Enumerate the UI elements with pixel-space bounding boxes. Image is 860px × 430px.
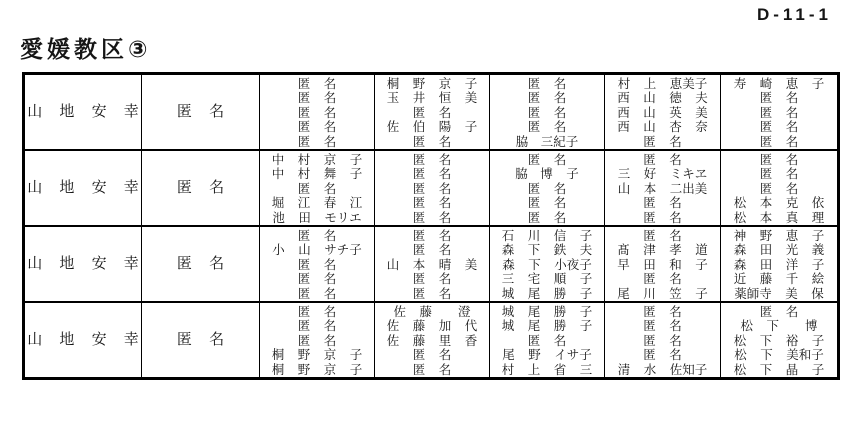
anonymous-name: 匿 名 xyxy=(176,102,225,120)
member-name: 中 村 京 子 xyxy=(271,153,363,167)
member-name: 森 田 洋 子 xyxy=(733,257,825,272)
member-name: 清 水 佐知子 xyxy=(617,362,708,377)
cell-member-list xyxy=(259,303,374,377)
member-name: 松 本 真 理 xyxy=(733,210,825,225)
member-name: 近 藤 千 絵 xyxy=(733,272,825,287)
cell-member-list xyxy=(374,227,489,301)
anonymous-name: 匿 名 xyxy=(643,210,682,225)
member-name: 三 好 ミキヱ xyxy=(617,167,708,182)
anonymous-name: 匿 名 xyxy=(759,120,799,135)
anonymous-name: 匿 名 xyxy=(297,229,337,243)
member-name: 石 川 信 子 xyxy=(501,229,593,243)
anonymous-name: 匿 名 xyxy=(412,243,452,258)
anonymous-name: 匿 名 xyxy=(643,333,682,348)
member-name: 山 地 安 幸 xyxy=(27,102,139,120)
member-name: 髙 津 孝 道 xyxy=(617,243,708,258)
roster-table xyxy=(22,72,840,380)
cell-member-list xyxy=(604,227,720,301)
member-name: 堀 江 春 江 xyxy=(271,196,363,211)
member-name: 西 山 杏 奈 xyxy=(617,120,708,135)
anonymous-name: 匿 名 xyxy=(759,91,799,106)
cell-member-list xyxy=(489,75,604,149)
anonymous-name: 匿 名 xyxy=(412,134,452,149)
table-row xyxy=(25,225,837,301)
cell-member-list xyxy=(259,75,374,149)
anonymous-name: 匿 名 xyxy=(297,272,337,287)
table-row xyxy=(25,301,837,377)
anonymous-name: 匿 名 xyxy=(643,196,682,211)
cell-anonymous xyxy=(141,303,259,377)
anonymous-name: 匿 名 xyxy=(759,153,799,167)
anonymous-name: 匿 名 xyxy=(412,210,452,225)
cell-member-list xyxy=(374,75,489,149)
cell-member-list xyxy=(374,303,489,377)
anonymous-name: 匿 名 xyxy=(759,167,799,182)
member-name: 城 尾 勝 子 xyxy=(501,286,593,301)
member-name: 城 尾 勝 子 xyxy=(501,305,593,319)
member-name: 山 本 晴 美 xyxy=(386,257,478,272)
member-name: 小 山 サチ子 xyxy=(272,243,362,258)
anonymous-name: 匿 名 xyxy=(176,178,225,196)
anonymous-name: 匿 名 xyxy=(412,196,452,211)
member-name: 松 下 晶 子 xyxy=(733,362,825,377)
member-name: 森 下 小夜子 xyxy=(502,257,592,272)
cell-member-list xyxy=(604,303,720,377)
page-title: 愛媛教区③ xyxy=(20,36,152,62)
cell-member-list xyxy=(720,303,837,377)
member-name: 山 地 安 幸 xyxy=(27,330,139,348)
member-name: 西 山 英 美 xyxy=(617,105,708,120)
member-name: 三 宅 順 子 xyxy=(501,272,593,287)
anonymous-name: 匿 名 xyxy=(176,254,225,272)
member-name: 村 上 省 三 xyxy=(501,362,593,377)
anonymous-name: 匿 名 xyxy=(643,319,682,334)
anonymous-name: 匿 名 xyxy=(297,333,337,348)
cell-member-list xyxy=(374,151,489,225)
cell-member-list xyxy=(259,151,374,225)
anonymous-name: 匿 名 xyxy=(412,286,452,301)
anonymous-name: 匿 名 xyxy=(527,105,567,120)
anonymous-name: 匿 名 xyxy=(527,120,567,135)
anonymous-name: 匿 名 xyxy=(527,196,567,211)
member-name: 玉 井 恒 美 xyxy=(386,91,478,106)
member-name: 早 田 和 子 xyxy=(617,257,708,272)
member-name: 桐 野 京 子 xyxy=(386,77,478,91)
member-name: 佐 藤 澄 xyxy=(393,305,471,319)
anonymous-name: 匿 名 xyxy=(412,181,452,196)
cell-member-list xyxy=(720,75,837,149)
cell-anonymous xyxy=(141,151,259,225)
anonymous-name: 匿 名 xyxy=(412,362,452,377)
cell-member-list xyxy=(604,75,720,149)
cell-leader-name xyxy=(25,151,141,225)
cell-leader-name xyxy=(25,75,141,149)
anonymous-name: 匿 名 xyxy=(643,153,682,167)
anonymous-name: 匿 名 xyxy=(297,77,337,91)
member-name: 桐 野 京 子 xyxy=(271,362,363,377)
anonymous-name: 匿 名 xyxy=(643,305,682,319)
member-name: 城 尾 勝 子 xyxy=(501,319,593,334)
anonymous-name: 匿 名 xyxy=(297,91,337,106)
anonymous-name: 匿 名 xyxy=(412,229,452,243)
anonymous-name: 匿 名 xyxy=(297,257,337,272)
member-name: 桐 野 京 子 xyxy=(271,348,363,363)
member-name: 脇 博 子 xyxy=(515,167,579,182)
anonymous-name: 匿 名 xyxy=(759,105,799,120)
anonymous-name: 匿 名 xyxy=(643,134,682,149)
anonymous-name: 匿 名 xyxy=(527,210,567,225)
member-name: 松 本 克 依 xyxy=(733,196,825,211)
cell-leader-name xyxy=(25,303,141,377)
anonymous-name: 匿 名 xyxy=(527,77,567,91)
member-name: 脇 三紀子 xyxy=(515,134,579,149)
cell-leader-name xyxy=(25,227,141,301)
member-name: 尾 川 笠 子 xyxy=(617,286,708,301)
anonymous-name: 匿 名 xyxy=(759,305,799,319)
anonymous-name: 匿 名 xyxy=(412,153,452,167)
anonymous-name: 匿 名 xyxy=(759,181,799,196)
anonymous-name: 匿 名 xyxy=(297,319,337,334)
member-name: 寿 崎 恵 子 xyxy=(733,77,825,91)
member-name: 松 下 博 xyxy=(740,319,818,334)
anonymous-name: 匿 名 xyxy=(297,120,337,135)
anonymous-name: 匿 名 xyxy=(297,305,337,319)
member-name: 村 上 恵美子 xyxy=(617,77,708,91)
anonymous-name: 匿 名 xyxy=(297,105,337,120)
member-name: 山 本 二出美 xyxy=(617,181,708,196)
cell-anonymous xyxy=(141,75,259,149)
member-name: 薬師寺 美 保 xyxy=(734,286,824,301)
member-name: 尾 野 イサ子 xyxy=(502,348,592,363)
anonymous-name: 匿 名 xyxy=(527,181,567,196)
anonymous-name: 匿 名 xyxy=(412,105,452,120)
doc-code-label: D-11-1 xyxy=(756,5,832,24)
anonymous-name: 匿 名 xyxy=(297,286,337,301)
member-name: 山 地 安 幸 xyxy=(27,254,139,272)
cell-member-list xyxy=(489,303,604,377)
cell-member-list xyxy=(604,151,720,225)
anonymous-name: 匿 名 xyxy=(527,91,567,106)
cell-member-list xyxy=(259,227,374,301)
anonymous-name: 匿 名 xyxy=(759,134,799,149)
anonymous-name: 匿 名 xyxy=(643,272,682,287)
cell-member-list xyxy=(489,151,604,225)
member-name: 松 下 美和子 xyxy=(734,348,824,363)
anonymous-name: 匿 名 xyxy=(297,134,337,149)
member-name: 森 下 鉄 夫 xyxy=(501,243,593,258)
member-name: 西 山 徳 夫 xyxy=(617,91,708,106)
anonymous-name: 匿 名 xyxy=(643,229,682,243)
anonymous-name: 匿 名 xyxy=(643,348,682,363)
member-name: 中 村 舞 子 xyxy=(271,167,363,182)
cell-member-list xyxy=(720,151,837,225)
cell-member-list xyxy=(489,227,604,301)
cell-anonymous xyxy=(141,227,259,301)
member-name: 山 地 安 幸 xyxy=(27,178,139,196)
anonymous-name: 匿 名 xyxy=(412,167,452,182)
anonymous-name: 匿 名 xyxy=(176,330,225,348)
anonymous-name: 匿 名 xyxy=(297,181,337,196)
table-row xyxy=(25,149,837,225)
cell-member-list xyxy=(720,227,837,301)
member-name: 佐 伯 陽 子 xyxy=(386,120,478,135)
anonymous-name: 匿 名 xyxy=(527,333,567,348)
member-name: 佐 藤 里 香 xyxy=(386,333,478,348)
member-name: 佐 藤 加 代 xyxy=(386,319,478,334)
anonymous-name: 匿 名 xyxy=(412,272,452,287)
table-row xyxy=(25,75,837,149)
member-name: 松 下 裕 子 xyxy=(733,333,825,348)
member-name: 神 野 恵 子 xyxy=(733,229,825,243)
member-name: 池 田 モリエ xyxy=(272,210,362,225)
anonymous-name: 匿 名 xyxy=(527,153,567,167)
member-name: 森 田 光 義 xyxy=(733,243,825,258)
anonymous-name: 匿 名 xyxy=(412,348,452,363)
